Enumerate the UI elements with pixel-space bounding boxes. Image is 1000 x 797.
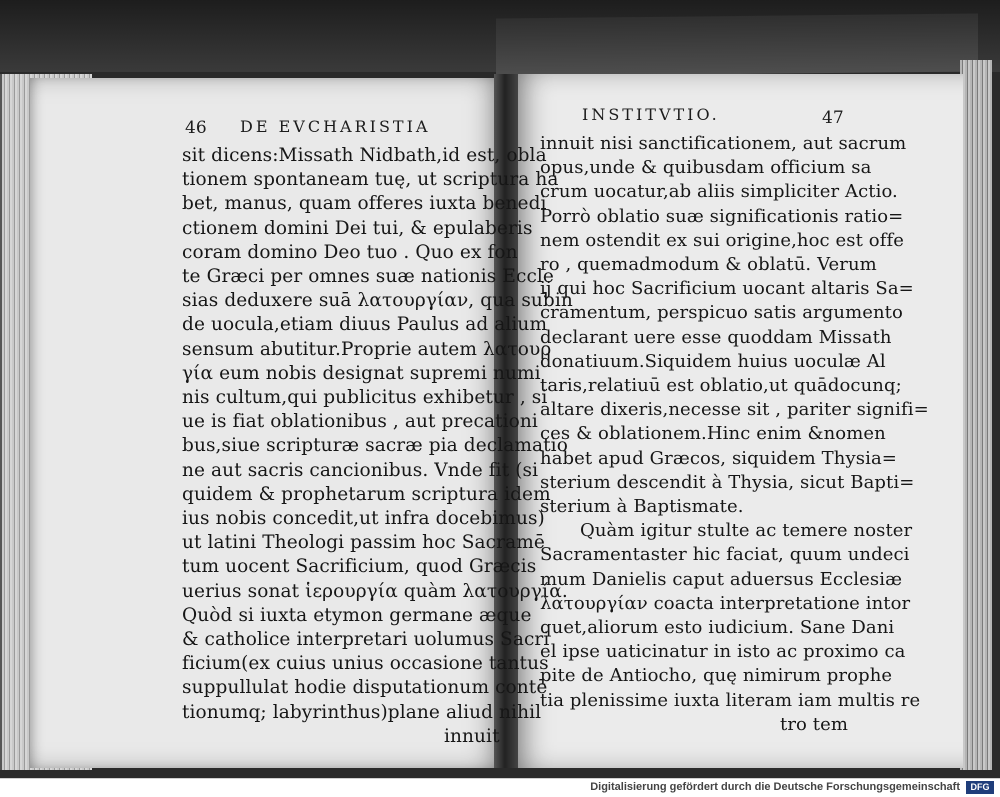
text-line: & catholice interpretari uolumus Sacri <box>182 629 550 651</box>
left-page-number: 46 <box>185 118 207 138</box>
text-line: Porrò oblatio suæ significationis ratio= <box>540 205 904 227</box>
text-line: suppullulat hodie disputationum contē <box>182 677 548 699</box>
text-line: bet, manus, quam offeres iuxta benedi <box>182 193 547 215</box>
text-line: declarant uere esse quoddam Missath <box>540 326 892 348</box>
text-line: ro , quemadmodum & oblatū. Verum <box>540 254 877 276</box>
text-line: pite de Antiocho, quę nimirum prophe <box>540 665 893 687</box>
text-line: bus,siue scripturæ sacræ pia declamatio <box>182 435 568 457</box>
text-line: opus,unde & quibusdam officium sa <box>540 157 872 179</box>
text-line: ne aut sacris cancionibus. Vnde fit (si <box>182 459 539 481</box>
right-page-number: 47 <box>822 108 844 128</box>
catchword: innuit <box>444 725 500 747</box>
dfg-logo-icon: DFG <box>966 781 994 794</box>
text-line: crum uocatur,ab aliis simpliciter Actio. <box>540 181 898 203</box>
text-line: quet,aliorum esto iudicium. Sane Dani <box>540 617 895 639</box>
catchword: tro tem <box>780 713 849 735</box>
text-line: quidem & prophetarum scriptura idem <box>182 483 551 505</box>
text-line: donatiuum.Siquidem huius uoculæ Al <box>540 350 886 372</box>
text-line: altare dixeris,necesse sit , pariter signifi= <box>540 399 929 421</box>
text-line: sias deduxere suā λατουργίαν, qua subin <box>182 290 573 312</box>
left-running-head: DE EVCHARISTIA <box>240 117 431 136</box>
text-line: tionumq; labyrinthus)plane aliud nihil <box>182 701 542 723</box>
right-running-head: INSTITVTIO. <box>582 105 720 124</box>
text-line: ut latini Theologi passim hoc Sacramē <box>182 532 545 554</box>
text-line: Sacramentaster hic faciat, quum undeci <box>540 544 910 566</box>
footer-bar <box>0 778 1000 797</box>
left-page-text <box>182 144 573 749</box>
text-line: ue is fiat oblationibus , aut precationi <box>182 411 538 433</box>
text-line: taris,relatiuū est oblatio,ut quādocunq; <box>540 375 902 397</box>
text-line: nis cultum,qui publicitus exhibetur , si <box>182 387 548 409</box>
text-line: te Græci per omnes suæ nationis Eccle <box>182 266 554 288</box>
text-line: λατουργίαν coacta interpretatione intor <box>540 592 911 614</box>
text-line: cramentum, perspicuo satis argumento <box>540 302 903 324</box>
text-line: coram domino Deo tuo . Quo ex fon <box>182 241 518 263</box>
funding-credit: Digitalisierung gefördert durch die Deutsche Forschungsgemeinschaft <box>590 781 960 793</box>
text-line: el ipse uaticinatur in isto ac proximo ca <box>540 641 906 663</box>
right-book-block <box>496 13 978 76</box>
text-line: sensum abutitur.Proprie autem λατουρ <box>182 338 552 360</box>
text-line: uerius sonat ἱερουργία quàm λατουργία. <box>182 580 568 602</box>
text-line: sterium descendit à Thysia, sicut Bapti= <box>540 471 915 493</box>
text-line: ficium(ex cuius unius occasione tantus <box>182 653 549 675</box>
text-line: ius nobis concedit,ut infra docebimus) <box>182 508 545 530</box>
text-line: Quòd si iuxta etymon germane æque <box>182 604 532 626</box>
text-line: Quàm igitur stulte ac temere noster <box>580 520 913 542</box>
text-line: innuit nisi sanctificationem, aut sacrum <box>540 133 907 154</box>
text-line: sterium à Baptismate. <box>540 496 744 518</box>
text-line: ces & oblationem.Hinc enim &nomen <box>540 423 886 445</box>
right-page-edges <box>960 60 992 770</box>
text-line: habet apud Græcos, siquidem Thysia= <box>540 447 897 469</box>
text-line: sit dicens:Missath Nidbath,id est, obla <box>182 145 547 166</box>
text-line: ctionem domini Dei tui, & epulaberis <box>182 217 533 239</box>
text-line: tionem spontaneam tuę, ut scriptura ha <box>182 169 559 191</box>
text-line: de uocula,etiam diuus Paulus ad alium <box>182 314 548 336</box>
right-page-text <box>540 132 929 737</box>
text-line: nem ostendit ex sui origine,hoc est offe <box>540 229 904 251</box>
text-line: ij qui hoc Sacrificium uocant altaris Sa= <box>540 278 914 300</box>
text-line: tia plenissime iuxta literam iam multis re <box>540 689 921 711</box>
text-line: γία eum nobis designat supremi numi <box>182 362 541 384</box>
text-line: mum Danielis caput aduersus Ecclesiæ <box>540 568 903 590</box>
text-line: tum uocent Sacrificium, quod Græcis <box>182 556 537 578</box>
